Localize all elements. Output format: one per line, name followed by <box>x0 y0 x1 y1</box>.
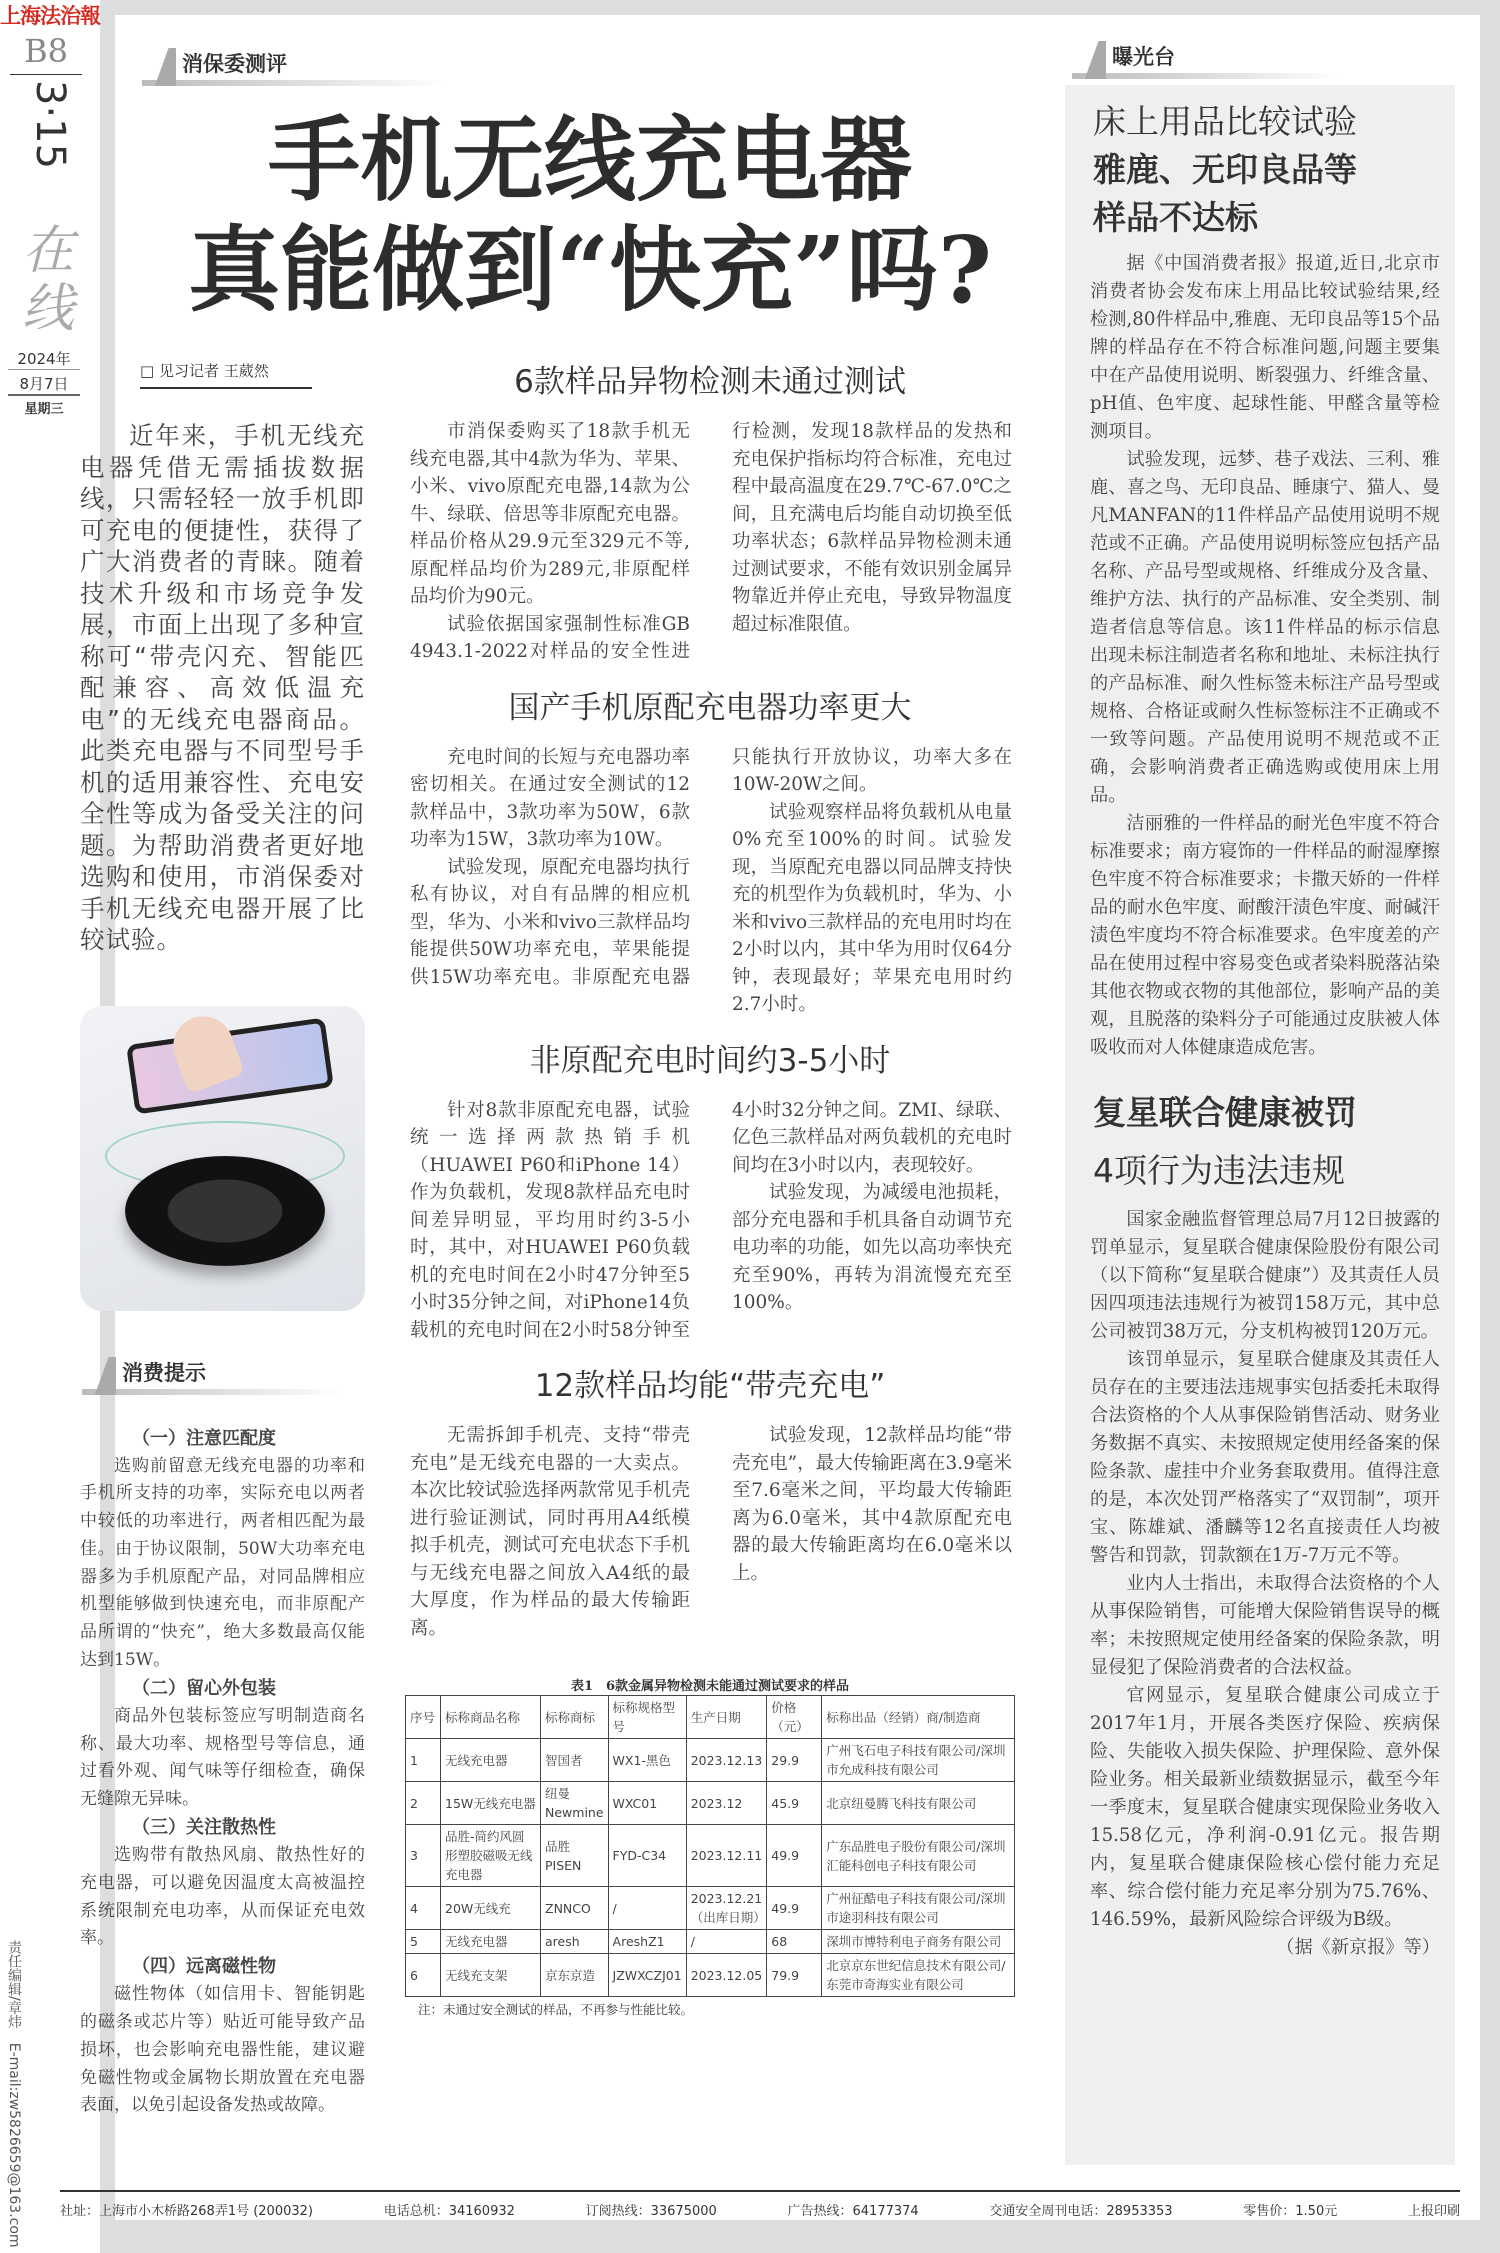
paragraph: 据《中国消费者报》报道,近日,北京市消费者协会发布床上用品比较试验结果,经检测,80件样品中,雅鹿、无印良品等15个品牌的样品存在不符合标准问题,问题主要集中在产品使用说明、断裂强力、纤维含量、pH值、色牢度、起球性能、甲醛含量等检测项目。 <box>1090 253 1440 442</box>
table-cell: WX1-黑色 <box>608 1739 686 1782</box>
paragraph: 针对8款非原配充电器，试验统一选择两款热销手机（HUAWEI P60和iPhone 14）作为负载机，发现8款样品充电时间差异明显，平均用时约3-5小时，其中，对HUAWEI P60负载机的充电时间在2小时47分钟至5小时35分钟之间，对iPhone14负载机的充电时间在2小时58分钟至4小时32分钟之间。ZMI、绿联、亿色三款样品对两负载机的充电时间均在3小时以内，表现较好。 <box>410 1099 1012 1341</box>
page-number: B8 <box>10 32 82 75</box>
table-cell: ZNNCO <box>541 1887 609 1930</box>
paragraph: 洁丽雅的一件样品的耐光色牢度不符合标准要求；南方寝饰的一件样品的耐湿摩擦色牢度不符合标准要求；卡撒天娇的一件样品的耐水色牢度、耐酸汗渍色牢度、耐碱汗渍色牢度均不符合标准要求。色牢度差的产品在使用过程中容易变色或者染料脱落沾染其他衣物或衣物的其他部位，影响产品的美观，且脱落的染料分子可能通过皮肤被人体吸收而对人体健康造成危害。 <box>1090 813 1440 1058</box>
table-cell: 无线充电器 <box>441 1930 541 1954</box>
paragraph: 该罚单显示，复星联合健康及其责任人员存在的主要违法违规事实包括委托未取得合法资格的个人从事保险销售活动、财务业务数据不真实、未按照规定使用经备案的保险条款、虚挂中介业务套取费用。值得注意的是，本次处罚严格落实了“双罚制”，项开宝、陈雄斌、潘麟等12名直接责任人均被警告和罚款，罚款额在1万-7万元不等。 <box>1090 1349 1440 1566</box>
table-cell: 2023.12.05 <box>686 1954 767 1997</box>
main-headline <box>140 105 1040 325</box>
table-cell: 2023.12.11 <box>686 1825 767 1887</box>
tip-text: 选购带有散热风扇、散热性好的充电器，可以避免因温度太高被温控系统限制充电功率，从而保证充电效率。 <box>80 1845 365 1949</box>
tip-text: 商品外包装标签应写明制造商名称、最大功率、规格型号等信息，通过看外观、闻气味等仔细检查，确保无缝隙无异味。 <box>80 1705 365 1810</box>
table-note: 注：未通过安全测试的样品，不再参与性能比较。 <box>418 2002 694 2017</box>
paragraph: 试验发现，远梦、巷子戏法、三利、雅鹿、喜之鸟、无印良品、睡康宁、猫人、曼凡MANFAN的11件样品产品使用说明不规范或不正确。产品使用说明标签应包括产品名称、产品号型或规格、纤维成分及含量、维护方法、执行的产品标准、安全类别、制造者信息等信息。该11件样品的标示信息出现未标注制造者名称和地址、未标注执行的产品标准、耐久性标签未标注产品号型或规格、合格证或耐久性标签标注不正确或不一致等问题。产品使用说明不规范或不正确，会影响消费者正确选购或使用床上用品。 <box>1090 449 1440 806</box>
footer-address: 社址：上海市小木桥路268弄1号 (200032) <box>60 2204 313 2219</box>
table-cell: / <box>686 1930 767 1954</box>
article-section-2 <box>410 744 1012 1019</box>
tip-title: （一）注意匹配度 <box>132 1427 276 1449</box>
table-title: 表1 6款金属异物检测未能通过测试要求的样品 <box>570 1679 850 1694</box>
article-section-3 <box>410 1097 1012 1345</box>
subheading: 12款样品均能“带壳充电” <box>534 1368 886 1404</box>
tip-title: （二）留心外包装 <box>132 1677 276 1699</box>
wireless-charger-photo <box>80 1006 365 1311</box>
left-column <box>80 420 365 2120</box>
paragraph: 业内人士指出，未取得合法资格的个人从事保险销售，可能增大保险销售误导的概率；未按照规定使用经备案的保险条款，明显侵犯了保险消费者的合法权益。 <box>1090 1573 1440 1678</box>
paragraph: 试验发现，为减缓电池损耗，部分充电器和手机具备自动调节充电功率的功能，如先以高功率快充充至90%，再转为涓流慢充充至100%。 <box>732 1182 1012 1313</box>
consumer-tips <box>80 1425 365 2121</box>
table-cell: 68 <box>767 1930 822 1954</box>
source-credit: （据《新京报》等） <box>1276 1937 1440 1958</box>
page-footer <box>60 2190 1460 2219</box>
section-name: 在线 <box>21 221 74 339</box>
story2-title-line: 复星联合健康被罚 <box>1093 1093 1357 1132</box>
table-cell: 1 <box>406 1739 441 1782</box>
table-cell: 无线充电器 <box>441 1739 541 1782</box>
section-tag-exposure: 曝光台 <box>1072 35 1372 79</box>
story1-title-line: 床上用品比较试验 <box>1093 102 1357 141</box>
footer-phone: 电话总机：34160932 <box>383 2204 515 2219</box>
table-cell: 无线充支架 <box>441 1954 541 1997</box>
paragraph: 市消保委购买了18款手机无线充电器,其中4款为华为、苹果、小米、vivo原配充电器,14款为公牛、绿联、倍思等非原配充电器。样品价格从29.9元至329元不等,原配样品均价为289元,非原配样品均价为90元。 <box>410 421 690 607</box>
table-cell: aresh <box>541 1930 609 1954</box>
footer-price: 零售价：1.50元 <box>1243 2204 1338 2219</box>
table-cell: 北京京东世纪信息技术有限公司/东莞市奇海实业有限公司 <box>822 1954 1015 1997</box>
table-cell: 15W无线充电器 <box>441 1782 541 1825</box>
paragraph: 试验观察样品将负载机从电量0%充至100%的时间。试验发现，当原配充电器以同品牌支持快充的机型作为负载机时，华为、小米和vivo三款样品的充电用时均在2小时以内，其中华为用时仅64分钟，表现最好；苹果充电用时约2.7小时。 <box>732 801 1012 1015</box>
paragraph: 试验依据国家强制性标准GB 4943.1-2022对样品的安全性进行检测，发现18款样品的发热和充电保护指标均符合标准，充电过程中最高温度在29.7℃-67.0℃之间，且充满电后均能自动切换至低功率状态；6款样品异物检测未通过测试要求，不能有效识别金属异物靠近并停止充电，导致异物温度超过标准限值。 <box>410 421 1012 662</box>
table-cell: 79.9 <box>767 1954 822 1997</box>
table-cell: 智国者 <box>541 1739 609 1782</box>
table-row <box>406 1739 1015 1782</box>
table-cell: WXC01 <box>608 1782 686 1825</box>
table-cell: 京东京造 <box>541 1954 609 1997</box>
story1-title-line: 雅鹿、无印良品等 <box>1093 150 1357 189</box>
story2-body <box>1090 1206 1440 1962</box>
table-cell: 广州飞石电子科技有限公司/深圳市允成科技有限公司 <box>822 1739 1015 1782</box>
table-cell: 2 <box>406 1782 441 1825</box>
table-cell: AreshZ1 <box>608 1930 686 1954</box>
table-header-cell: 价格（元） <box>767 1696 822 1739</box>
table-cell: 29.9 <box>767 1739 822 1782</box>
table-header-cell: 标称商标 <box>541 1696 609 1739</box>
table-row <box>406 1887 1015 1930</box>
table-row <box>406 1954 1015 1997</box>
table-cell: 6 <box>406 1954 441 1997</box>
story1-title <box>1093 98 1440 242</box>
table-header-row <box>406 1696 1015 1739</box>
tip-title: （三）关注散热性 <box>132 1817 276 1839</box>
story2-title <box>1093 1084 1440 1200</box>
table-cell: JZWXCZJ01 <box>608 1954 686 1997</box>
article-section-4 <box>410 1422 1012 1642</box>
table-cell: / <box>608 1887 686 1930</box>
table-header-cell: 标称出品（经销）商/制造商 <box>822 1696 1015 1739</box>
subheading: 国产手机原配充电器功率更大 <box>508 689 912 726</box>
failed-samples-table <box>405 1695 1015 1997</box>
table-cell: FYD-C34 <box>608 1825 686 1887</box>
main-article <box>405 362 1015 2018</box>
subheading: 6款样品异物检测未通过测试 <box>514 364 906 400</box>
editor-credit: 责任编辑/章炜 E-mail:zw5826659@163.com <box>6 1940 22 2248</box>
section-tag-review: 消保委测评 <box>142 42 482 86</box>
paragraph: 官网显示，复星联合健康公司成立于2017年1月，开展各类医疗保险、疾病保险、失能收入损失保险、护理保险、意外保险业务。相关最新业绩数据显示，截至今年一季度末，复星联合健康实现保险业务收入15.58亿元，净利润-0.91亿元。报告期内，复星联合健康保险核心偿付能力充足率、综合偿付能力充足率分别为75.76%、146.59%，最新风险综合评级为B级。 <box>1090 1685 1440 1930</box>
table-cell: 纽曼 Newmine <box>541 1782 609 1825</box>
headline-line-2: 真能做到“快充”吗? <box>188 216 992 324</box>
table-row <box>406 1825 1015 1887</box>
footer-subscription: 订阅热线：33675000 <box>585 2204 717 2219</box>
table-cell: 品胜 PISEN <box>541 1825 609 1887</box>
table-header-cell: 标称商品名称 <box>441 1696 541 1739</box>
table-cell: 45.9 <box>767 1782 822 1825</box>
table-cell: 深圳市博特利电子商务有限公司 <box>822 1930 1015 1954</box>
paragraph: 无需拆卸手机壳、支持“带壳充电”是无线充电器的一大卖点。本次比较试验选择两款常见手机壳进行验证测试，同时再用A4纸模拟手机壳，测试可充电状态下手机与无线充电器之间放入A4纸的最大厚度，作为样品的最大传输距离。 <box>410 1425 690 1639</box>
exposure-content <box>1090 98 1440 1962</box>
table-header-cell: 序号 <box>406 1696 441 1739</box>
story1-title-line: 样品不达标 <box>1093 198 1258 237</box>
paragraph: 国家金融监督管理总局7月12日披露的罚单显示，复星联合健康保险股份有限公司（以下简称“复星联合健康”）及其责任人员因四项违法违规行为被罚158万元，其中总公司被罚38万元，分支机构被罚120万元。 <box>1090 1209 1440 1342</box>
table-cell: 4 <box>406 1887 441 1930</box>
table-cell: 品胜-简约风圆形塑胶磁吸无线充电器 <box>441 1825 541 1887</box>
intro-paragraph: 近年来，手机无线充电器凭借无需插拔数据线，只需轻轻一放手机即可充电的便捷性，获得了广大消费者的青睐。随着技术升级和市场竞争发展，市面上出现了多种宣称可“带壳闪充、智能匹配兼容、高效低温充电”的无线充电器商品。此类充电器与不同型号手机的适用兼容性、充电安全性等成为备受关注的问题。为帮助消费者更好地选购和使用，市消保委对手机无线充电器开展了比较试验。 <box>80 421 365 954</box>
issue-weekday: 星期三 <box>24 402 64 417</box>
table-cell: 2023.12.13 <box>686 1739 767 1782</box>
tip-text: 选购前留意无线充电器的功率和手机所支持的功率，实际充电以两者中较低的功率进行，两者相匹配为最佳。由于协议限制，50W大功率充电器多为手机原配产品，对同品牌相应机型能够做到快速充电，而非原配产品所谓的“快充”，绝大多数最高仅能达到15W。 <box>80 1455 365 1671</box>
table-cell: 广州征酷电子科技有限公司/深圳市途羽科技有限公司 <box>822 1887 1015 1930</box>
paragraph: 充电时间的长短与充电器功率密切相关。在通过安全测试的12款样品中，3款功率为50W，6款功率为15W，3款功率为10W。 <box>410 746 690 850</box>
table-cell: 20W无线充 <box>441 1887 541 1930</box>
issue-date: 8月7日 <box>8 373 80 396</box>
table-row <box>406 1782 1015 1825</box>
table-cell: 5 <box>406 1930 441 1954</box>
section-315: 3·15 <box>27 80 73 170</box>
tip-text: 磁性物体（如信用卡、智能钥匙的磁条或芯片等）贴近可能导致产品损坏，也会影响充电器性能，建议避免磁性物或金属物长期放置在充电器表面，以免引起设备发热或故障。 <box>80 1984 365 2116</box>
newspaper-logo: 上海法治報 <box>0 3 100 28</box>
table-cell: 广东品胜电子股份有限公司/深圳汇能科创电子科技有限公司 <box>822 1825 1015 1887</box>
section-tag-tips: 消费提示 <box>82 1351 372 1395</box>
table-cell: 2023.12 <box>686 1782 767 1825</box>
paragraph: 试验发现，12款样品均能“带壳充电”，最大传输距离在3.9毫米至7.6毫米之间，平均最大传输距离为6.0毫米，其中4款原配充电器的最大传输距离均在6.0毫米以上。 <box>732 1425 1012 1584</box>
story1-body <box>1090 250 1440 1062</box>
table-cell: 2023.12.21（出库日期） <box>686 1887 767 1930</box>
table-header-cell: 生产日期 <box>686 1696 767 1739</box>
table-row <box>406 1930 1015 1954</box>
table-cell: 3 <box>406 1825 441 1887</box>
subheading: 非原配充电时间约3-5小时 <box>529 1042 891 1079</box>
footer-ads: 广告热线：64177374 <box>787 2204 919 2219</box>
tip-title: （四）远离磁性物 <box>132 1956 276 1978</box>
article-section-1 <box>410 418 1012 666</box>
paragraph: 试验发现，原配充电器均执行私有协议，对自有品牌的相应机型，华为、小米和vivo三款样品均能提供50W功率充电，苹果能提供15W功率充电。非原配充电器只能执行开放协议，功率大多在10W-20W之间。 <box>410 746 1012 988</box>
story2-title-line: 4项行为违法违规 <box>1093 1151 1345 1190</box>
footer-printer: 上报印刷 <box>1407 2204 1460 2219</box>
table-header-cell: 标称规格型号 <box>608 1696 686 1739</box>
byline: □ 见习记者 王葳然 <box>140 360 312 389</box>
table-cell: 49.9 <box>767 1887 822 1930</box>
issue-year: 2024年 <box>8 348 80 370</box>
headline-line-1: 手机无线充电器 <box>267 106 912 214</box>
footer-traffic-weekly: 交通安全周刊电话：28953353 <box>989 2204 1173 2219</box>
table-cell: 49.9 <box>767 1825 822 1887</box>
table-cell: 北京纽曼腾飞科技有限公司 <box>822 1782 1015 1825</box>
charger-pad-graphic <box>125 1156 325 1266</box>
